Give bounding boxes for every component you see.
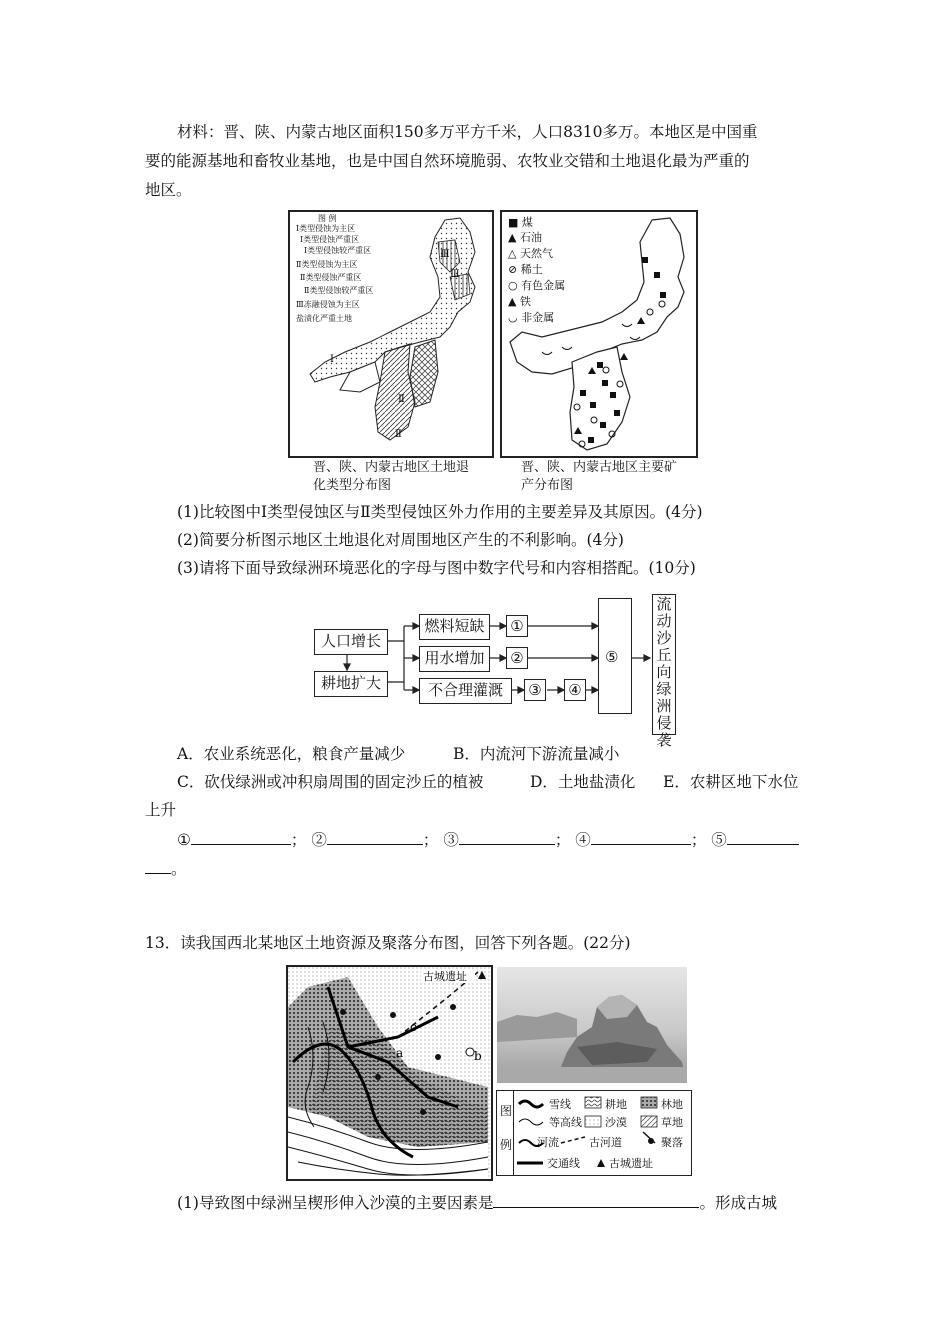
question-13-1-end: 。形成古城: [699, 1194, 777, 1212]
map1-legend-item: Ⅱ类型侵蚀为主区: [296, 260, 358, 269]
map2-legend-label: 天然气: [519, 247, 553, 260]
legend-river: 河流: [537, 1136, 559, 1149]
answer-blank-3[interactable]: [459, 829, 555, 845]
map1-legend-item: Ⅰ类型侵蚀严重区: [300, 235, 360, 244]
question-12-2: (2)简要分析图示地区土地退化对周围地区产生的不利影响。(4分): [177, 531, 624, 549]
answer-row-cont: [145, 858, 187, 879]
question-13-title: 13．读我国西北某地区土地资源及聚落分布图，回答下列各题。(22分): [145, 934, 631, 952]
map2-caption-line-1: 晋、陕、内蒙古地区主要矿: [521, 460, 678, 475]
legend-contour: 等高线: [549, 1116, 582, 1129]
land-degradation-map: [288, 210, 494, 458]
map2-legend-nonferrous: ○ 有色金属: [508, 279, 566, 292]
flow-node-5: ⑤: [605, 648, 619, 666]
map1-legend-item: Ⅱ类型侵蚀较严重区: [304, 286, 374, 295]
flow-node-3: ③: [524, 679, 546, 701]
question-12-1: (1)比较图中Ⅰ类型侵蚀区与Ⅱ类型侵蚀区外力作用的主要差异及其原因。(4分): [177, 503, 703, 521]
map1-legend-title: 图 例: [318, 214, 337, 223]
answer-end: 。: [171, 860, 187, 878]
map2-legend-label: 煤: [521, 216, 533, 229]
map2-legend-label: 有色金属: [521, 279, 566, 292]
landform-photo-svg: [497, 967, 687, 1083]
point-b-label: b: [474, 1049, 482, 1063]
map1-legend-item: Ⅰ类型侵蚀为主区: [296, 224, 356, 233]
legend-forest: 林地: [661, 1098, 683, 1111]
map2-legend-label: 铁: [519, 295, 531, 308]
point-a-label: a: [396, 1046, 404, 1060]
answer-blank-4[interactable]: [591, 829, 691, 845]
flow-node-1: ①: [506, 615, 528, 637]
answer-label-5: ⑤: [711, 831, 727, 849]
answer-blank-2[interactable]: [327, 829, 423, 845]
result-box: 流动沙丘向绿洲侵袭: [652, 594, 676, 735]
legend-settlement: 聚落: [661, 1136, 683, 1149]
question-13-1: [177, 1192, 777, 1213]
ancient-city-label: 古城遗址: [423, 970, 467, 983]
legend-traffic: 交通线: [547, 1157, 580, 1170]
option-b: B．内流河下游流量减小: [453, 745, 620, 763]
answer-label-2: ②: [311, 831, 327, 849]
legend-farmland: 耕地: [605, 1098, 627, 1111]
map1-caption-line-1: 晋、陕、内蒙古地区土地退: [313, 460, 470, 475]
answer-blank-5-cont[interactable]: [145, 858, 171, 874]
point-c-label: c: [410, 1020, 417, 1034]
map2-caption-line-2: 产分布图: [521, 478, 574, 493]
answer-label-1: ①: [177, 831, 191, 849]
fuel-shortage-box: 燃料短缺: [419, 614, 490, 640]
flow-node-5-box: [598, 598, 632, 714]
answer-sep: ；: [554, 831, 571, 849]
answer-blank-5[interactable]: [727, 829, 799, 845]
oasis-map: [286, 965, 493, 1181]
answer-sep: ；: [422, 831, 439, 849]
map2-legend-label: 非金属: [521, 311, 555, 324]
irrigation-box: 不合理灌溉: [419, 678, 512, 704]
map1-legend-item: Ⅱ类型侵蚀严重区: [300, 273, 362, 282]
legend-tu: 图: [500, 1104, 513, 1118]
map1-legend-item: Ⅰ类型侵蚀较严重区: [304, 246, 372, 255]
option-c: C．砍伐绿洲或冲积扇周围的固定沙丘的植被: [177, 773, 484, 791]
svg-text:Ⅰ: Ⅰ: [330, 354, 334, 365]
minerals-map: [500, 210, 698, 458]
answer-row: [177, 829, 799, 850]
material-line-2: 要的能源基地和畜牧业基地，也是中国自然环境脆弱、农牧业交错和土地退化最为严重的: [145, 152, 750, 170]
answer-label-3: ③: [443, 831, 459, 849]
map2-legend-label: 石油: [519, 231, 542, 244]
svg-text:Ⅲ: Ⅲ: [440, 249, 450, 260]
oasis-legend: [496, 1090, 692, 1176]
svg-text:Ⅲ: Ⅲ: [450, 269, 460, 280]
legend-grassland: 草地: [661, 1116, 683, 1129]
svg-text:Ⅱ: Ⅱ: [395, 429, 402, 440]
map2-legend-nonmetal: ◡ 非金属: [508, 311, 555, 324]
map2-legend-iron: ▲ 铁: [508, 295, 531, 308]
map2-legend-oil: ▲ 石油: [508, 231, 542, 244]
population-growth-box: 人口增长: [314, 629, 388, 655]
legend-snowline: 雪线: [549, 1098, 571, 1111]
answer-label-4: ④: [575, 831, 591, 849]
legend-desert: 沙漠: [605, 1116, 627, 1129]
map2-legend-rare-earth: ⊘ 稀土: [508, 263, 543, 276]
question-12-3: (3)请将下面导致绿洲环境恶化的字母与图中数字代号和内容相搭配。(10分): [177, 559, 696, 577]
material-line-3: 地区。: [145, 181, 192, 199]
option-d: D．土地盐渍化: [530, 773, 636, 791]
legend-old-channel: 古河道: [589, 1136, 622, 1149]
question-13-1-blank[interactable]: [493, 1192, 699, 1208]
map2-legend-label: 稀土: [520, 263, 543, 276]
flow-node-2: ②: [506, 647, 528, 669]
oasis-map-svg: [288, 967, 491, 1179]
answer-sep: ；: [690, 831, 707, 849]
water-use-box: 用水增加: [419, 646, 490, 672]
question-13-1-text: (1)导致图中绿洲呈楔形伸入沙漠的主要因素是: [177, 1194, 494, 1212]
option-e: E．农耕区地下水位: [663, 773, 799, 791]
flow-node-4: ④: [564, 679, 586, 701]
legend-li: 例: [500, 1138, 513, 1152]
answer-sep: ；: [290, 831, 307, 849]
map1-caption-line-2: 化类型分布图: [313, 478, 392, 493]
farmland-expansion-box: 耕地扩大: [314, 671, 388, 697]
map2-legend-gas: △ 天然气: [508, 247, 553, 260]
svg-text:Ⅱ: Ⅱ: [398, 394, 405, 405]
material-line-1: 材料：晋、陕、内蒙古地区面积150多万平方千米，人口8310多万。本地区是中国重: [177, 123, 758, 141]
map1-legend-item: 盐渍化严重土地: [296, 314, 352, 323]
flowchart: [310, 594, 680, 749]
option-e-cont: 上升: [145, 801, 177, 819]
landform-photo: [497, 967, 687, 1083]
map1-legend-item: Ⅲ冻融侵蚀为主区: [296, 300, 360, 309]
option-a: A．农业系统恶化，粮食产量减少: [177, 745, 406, 763]
map2-legend-coal: ■ 煤: [508, 216, 533, 229]
answer-blank-1[interactable]: [191, 829, 291, 845]
legend-ancient-city: 古城遗址: [609, 1157, 653, 1170]
